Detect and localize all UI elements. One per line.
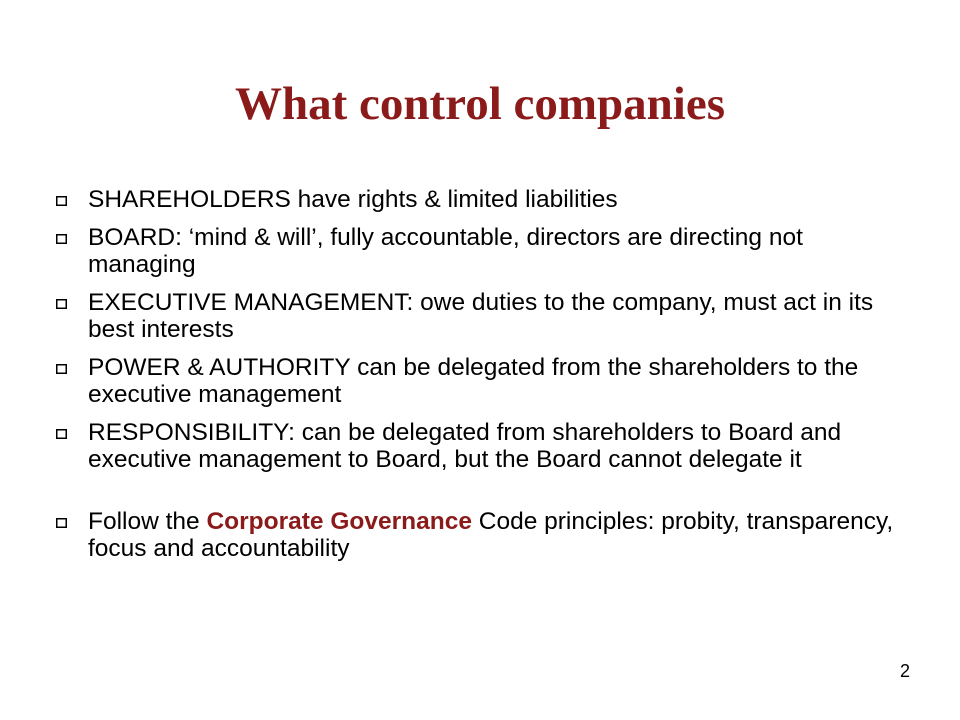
slide-title: What control companies: [234, 78, 725, 130]
bullet-item-governance-code: [52, 508, 902, 562]
hollow-square-bullet-icon: [54, 516, 71, 530]
bullet-item-shareholders: [52, 186, 902, 213]
bullet-text: EXECUTIVE MANAGEMENT: owe duties to the company, must act in its best interests: [88, 289, 874, 343]
bullet-item-power-authority: [52, 354, 902, 408]
bullet-text: RESPONSIBILITY: can be delegated from shareholders to Board and executive management to Board, but the Board cannot delegate it: [88, 419, 842, 473]
bullet-item-board: [52, 224, 902, 278]
bullet-item-responsibility: [52, 419, 902, 473]
hollow-square-bullet-icon: [54, 362, 71, 376]
bullet-text: POWER & AUTHORITY can be delegated from the shareholders to the executive management: [88, 354, 859, 408]
bullet-text-after: Code principles: probity, transparency, focus and accountability: [88, 508, 894, 562]
bullet-text-before: Follow the: [88, 508, 207, 535]
bullet-item-executive-management: [52, 289, 902, 343]
hollow-square-bullet-icon: [54, 194, 71, 208]
bullet-text: SHAREHOLDERS have rights & limited liabilities: [88, 186, 618, 213]
page-number: 2: [899, 661, 910, 681]
bullet-list: [52, 186, 902, 573]
hollow-square-bullet-icon: [54, 427, 71, 441]
bullet-text: BOARD: ‘mind & will’, fully accountable, directors are directing not managing: [88, 224, 803, 278]
highlight-corporate-governance: Corporate Governance: [206, 508, 472, 535]
hollow-square-bullet-icon: [54, 297, 71, 311]
hollow-square-bullet-icon: [54, 232, 71, 246]
